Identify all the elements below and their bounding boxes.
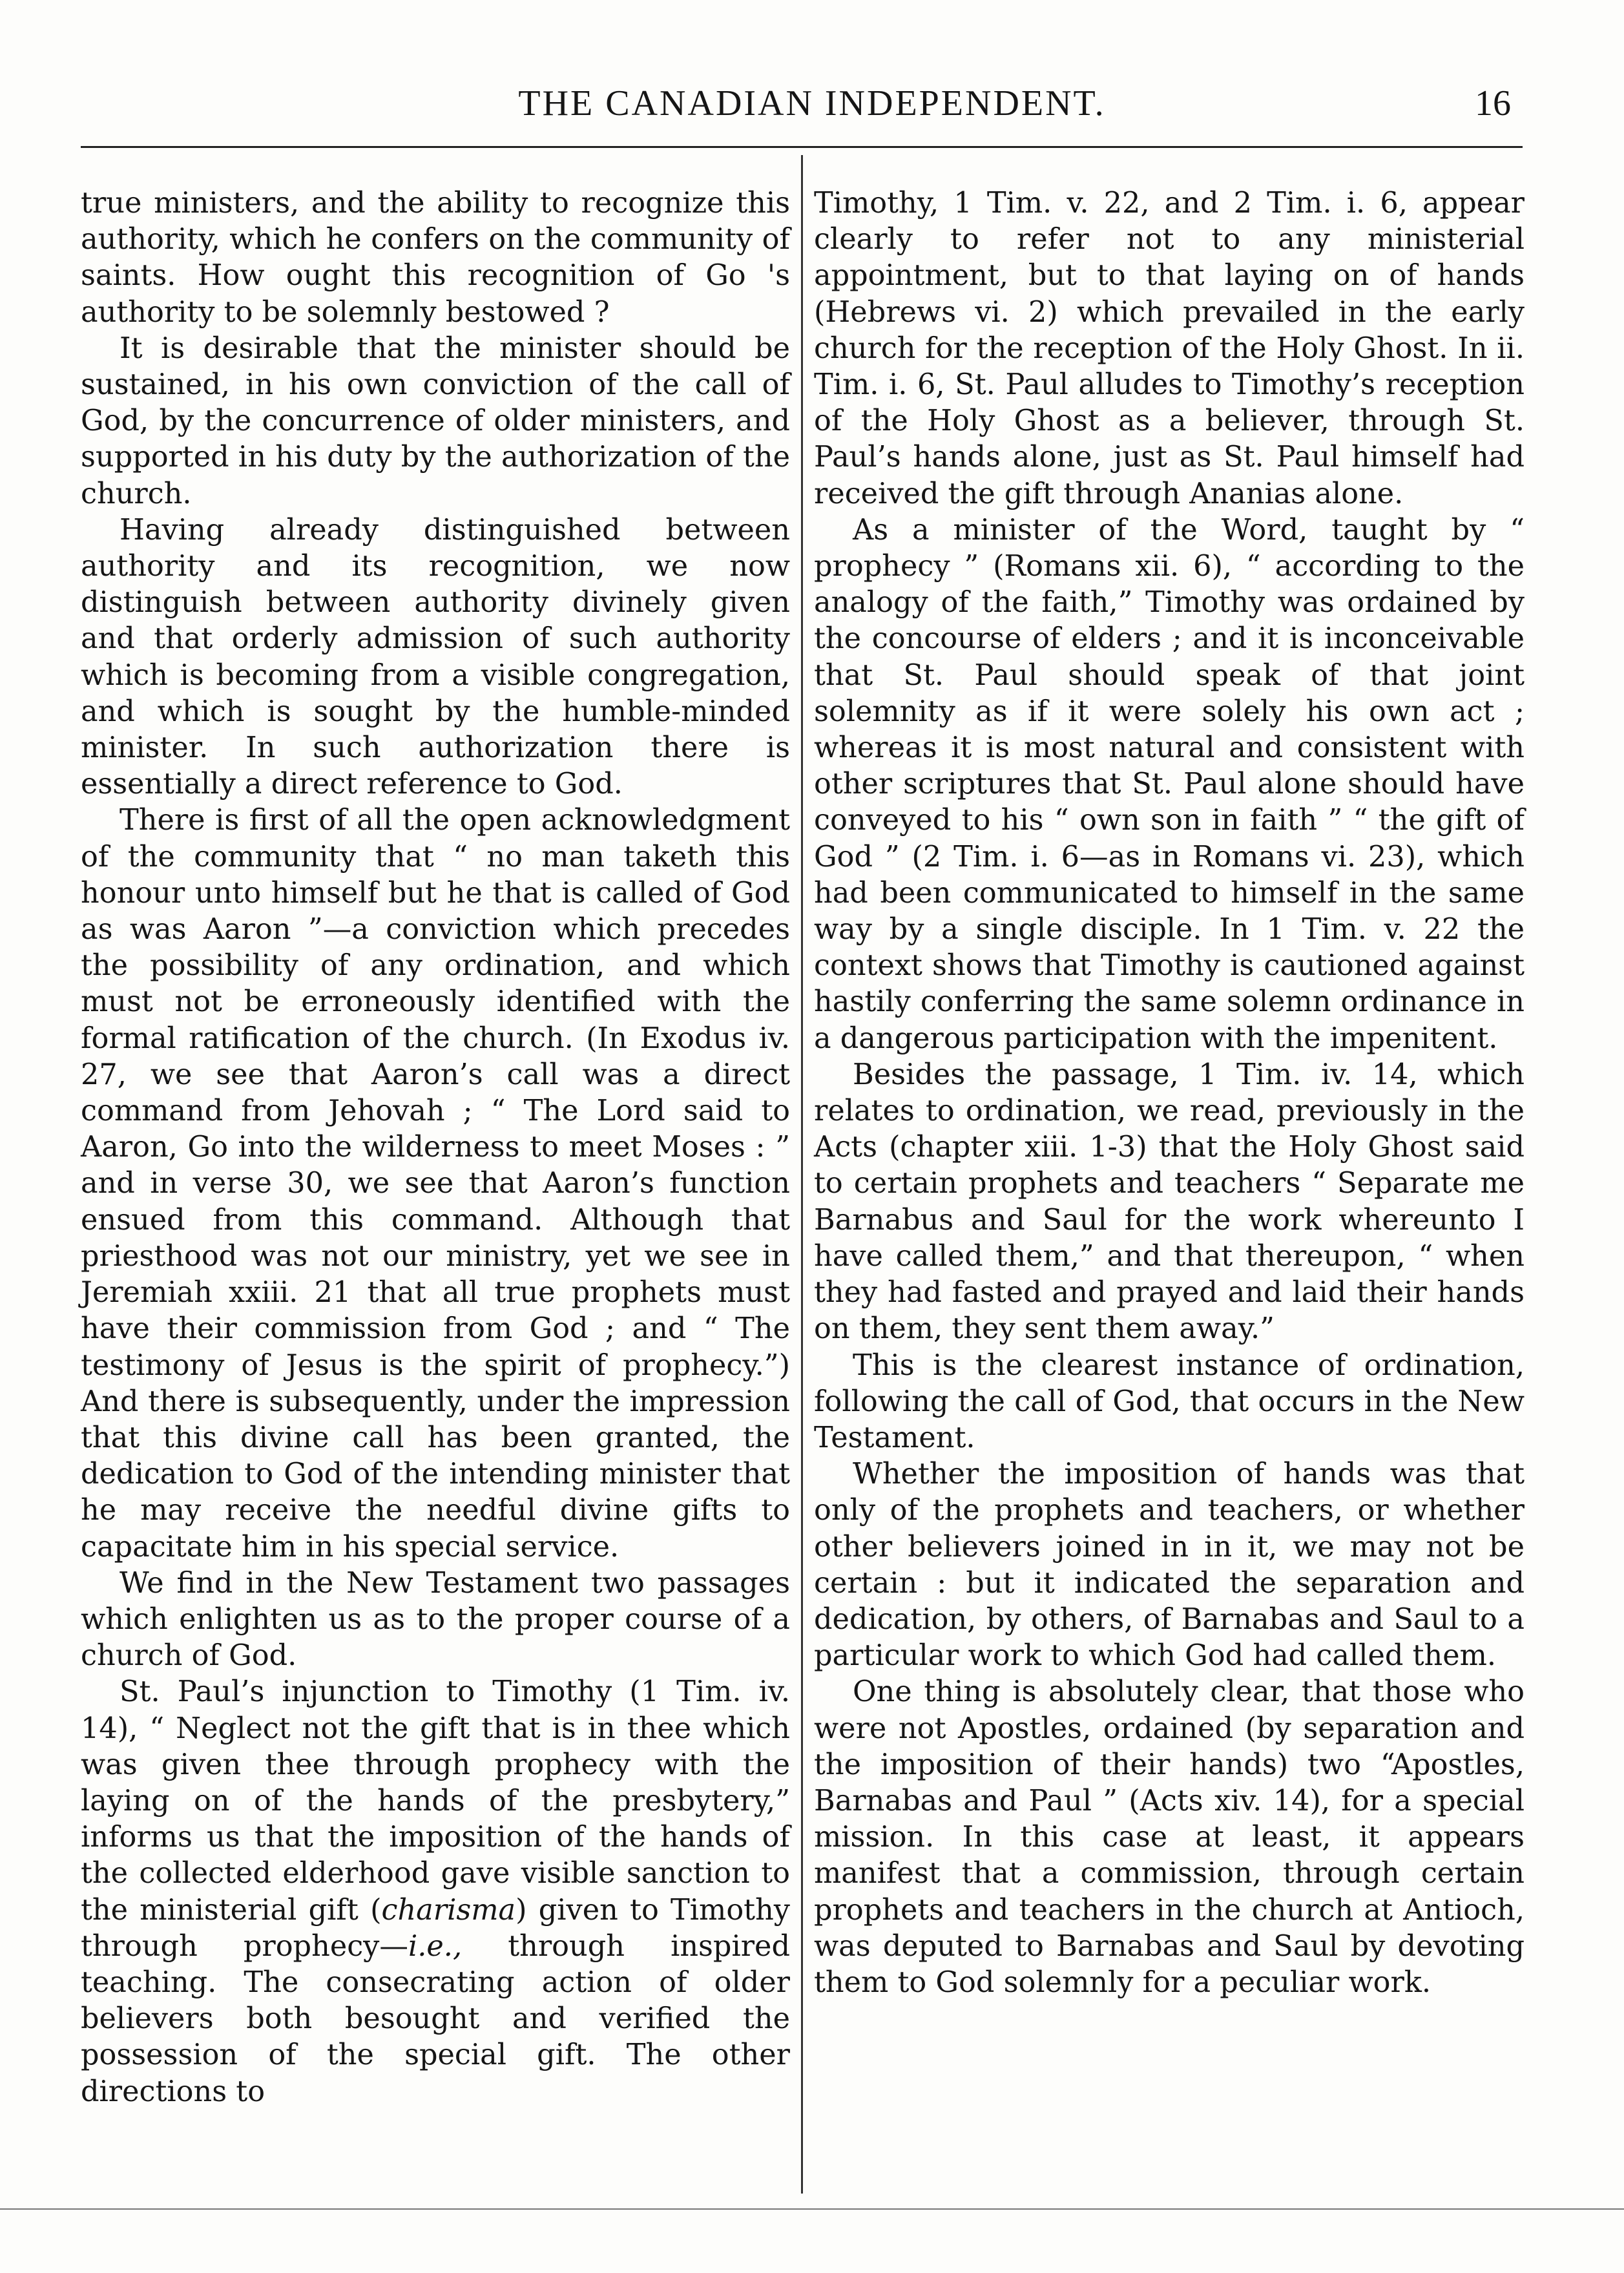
left-paragraph-4: There is first of all the open acknowledgment of the community that “ no man taketh this honour unto himself but he that is called of God as was Aaron ”—a conviction which precedes the possibility of any ordination, and which must not be erroneously identified with the formal ratification of the church. (In Exodus iv. 27, we see that Aaron’s call was a direct command from Jehovah ; “ The Lord said to Aaron, Go into the wilderness to meet Moses : ” and in verse 30, we see that Aaron’s function ensued from this command. Although that priesthood was not our ministry, yet we see in Jeremiah xxiii. 21 that all true prophets must have their commission from God ; and “ The testimony of Jesus is the spirit of prophecy.”) And there is subsequently, under the impression that this divine call has been granted, the dedication to God of the intending minister that he may receive the needful divine gifts to capacitate him in his special service. [81, 803, 790, 1564]
left-paragraph-6 [81, 1673, 790, 2109]
bottom-rule [0, 2208, 1624, 2210]
ie-italic: i.e., [408, 1929, 463, 1963]
left-paragraph-6-text-c: through inspired teaching. The consecrating action of older believers both besought and verified the possession of the special gift. The other directions to [81, 1929, 790, 2108]
right-paragraph-1: Timothy, 1 Tim. v. 22, and 2 Tim. i. 6, appear clearly to refer not to any ministerial appointment, but to that laying on of hands (Hebrews vi. 2) which prevailed in the early church for the reception of the Holy Ghost. In ii. Tim. i. 6, St. Paul alludes to Timothy’s reception of the Holy Ghost as a believer, through St. Paul’s hands alone, just as St. Paul himself had received the gift through Ananias alone. [814, 186, 1525, 510]
left-paragraph-2: It is desirable that the minister should be sustained, in his own conviction of the call of God, by the concurrence of older ministers, and supported in his duty by the authorization of the church. [81, 331, 790, 510]
column-divider [801, 155, 803, 2194]
right-paragraph-6: One thing is absolutely clear, that those who were not Apostles, ordained (by separation and the imposition of their hands) two “Apostles, Barnabas and Paul ” (Acts xiv. 14), for a special mission. In this case at least, it appears manifest that a commission, through certain prophets and teachers in the church at Antioch, was deputed to Barnabas and Saul by devoting them to God solemnly for a peculiar work. [814, 1675, 1525, 1999]
left-column [81, 185, 790, 2110]
charisma-italic: charisma [381, 1892, 516, 1927]
header-rule [81, 146, 1523, 148]
left-paragraph-6-text-a: St. Paul’s injunction to Timothy (1 Tim. iv. 14), “ Neglect not the gift that is in thee which was given thee through prophecy with the laying on of the hands of the presbytery,” informs us that the imposition of the hands of the collected elderhood gave visible sanction to the ministerial gift ( [81, 1675, 790, 1927]
page-header [0, 70, 1624, 121]
right-paragraph-5: Whether the imposition of hands was that only of the prophets and teachers, or whether other believers joined in in it, we may not be certain : but it indicated the separation and dedication, by others, of Barnabas and Saul to a particular work to which God had called them. [814, 1457, 1525, 1673]
left-paragraph-3: Having already distinguished between authority and its recognition, we now distinguish between authority divinely given and that orderly admission of such authority which is becoming from a visible congregation, and which is sought by the humble-minded minister. In such authorization there is essentially a direct reference to God. [81, 512, 790, 801]
left-paragraph-6-text-b: ) given to Timothy through prophecy— [81, 1892, 790, 1963]
page-number: 16 [1475, 83, 1511, 123]
right-paragraph-3: Besides the passage, 1 Tim. iv. 14, which relates to ordination, we read, previously in the Acts (chapter xiii. 1-3) that the Holy Ghost said to certain prophets and teachers “ Separate me Barnabus and Saul for the work whereunto I have called them,” and that thereupon, “ when they had fasted and prayed and laid their hands on them, they sent them away.” [814, 1057, 1525, 1346]
right-paragraph-2: As a minister of the Word, taught by “ prophecy ” (Romans xii. 6), “ according to the analogy of the faith,” Timothy was ordained by the concourse of elders ; and it is inconceivable that St. Paul should speak of that joint solemnity as if it were solely his own act ; whereas it is most natural and consistent with other scriptures that St. Paul alone should have conveyed to his “ own son in faith ” “ the gift of God ” (2 Tim. i. 6—as in Romans vi. 23), which had been communicated to himself in the same way by a single disciple. In 1 Tim. v. 22 the context shows that Timothy is cautioned against hastily conferring the same solemn ordinance in a dangerous participation with the impenitent. [814, 512, 1525, 1055]
left-paragraph-5: We find in the New Testament two passages which enlighten us as to the proper course of a church of God. [81, 1566, 790, 1673]
right-column [814, 185, 1525, 2000]
right-paragraph-4: This is the clearest instance of ordination, following the call of God, that occurs in the New Testament. [814, 1348, 1525, 1454]
publication-title: THE CANADIAN INDEPENDENT. [518, 83, 1106, 123]
left-paragraph-1: true ministers, and the ability to recognize this authority, which he confers on the community of saints. How ought this recognition of Go 's authority to be solemnly bestowed ? [81, 186, 790, 329]
